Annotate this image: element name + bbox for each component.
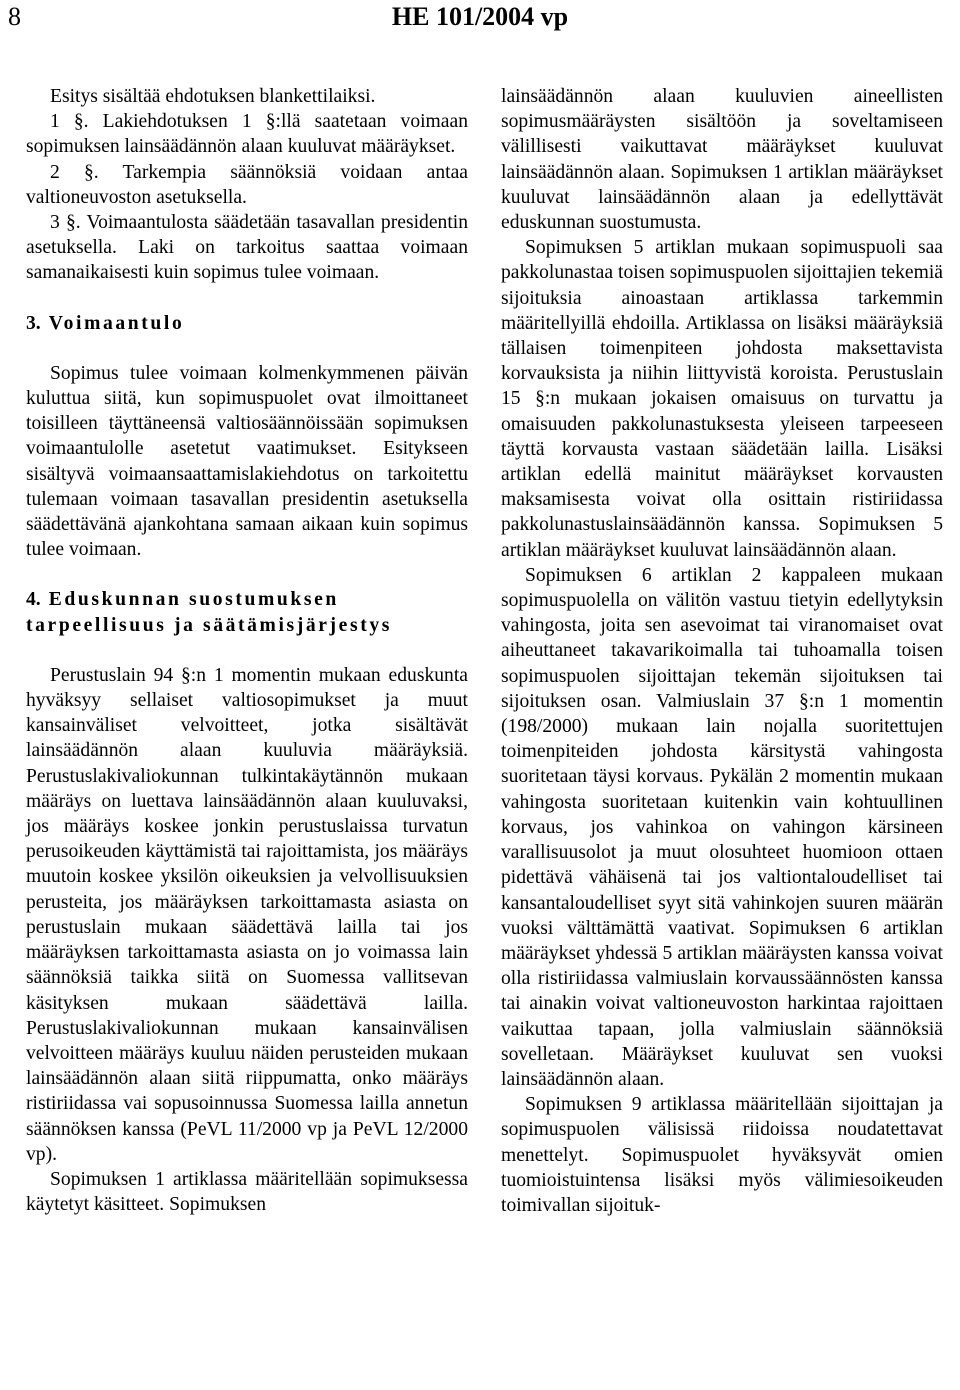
paragraph: Perustuslain 94 §:n 1 momentin mukaan eduskunta hyväksyy sellaiset valtiosopimukset ja muut kansainväliset velvoitteet, jotka sisältävät lainsäädännön alaan kuuluvia määräyksiä. Perustuslakivaliokunnan tulkintakäytännön mukaan määräys on luettava lainsäädännön alaan kuuluvaksi, jos määräys koskee jonkin perustuslaissa turvatun perusoikeuden käyttämistä tai rajoittamista, jos määräys muutoin koskee yksilön oikeuksien ja velvollisuuksien perusteita, jos määräyksen tarkoittamasta asiasta on perustuslain mukaan säädettävä lailla tai jos määräyksen tarkoittamasta asiasta on jo voimassa lain säännöksiä taikka siitä on Suomessa vallitsevan käsityksen mukaan säädettävä lailla. Perustuslakivaliokunnan mukaan kansainvälisen velvoitteen määräys kuuluu näiden perusteiden mukaan lainsäädännön alaan siitä riippumatta, onko määräys ristiriidassa vai sopusoinnussa Suomessa lailla annetun säännöksen kanssa (PeVL 11/2000 vp ja PeVL 12/2000 vp). [26, 664, 468, 1165]
paragraph-continued: lainsäädännön alaan kuuluvien aineellisten sopimusmääräysten sisältöön ja soveltamiseen välillisesti vaikuttavat määräykset kuuluvat lainsäädännön alaan. Sopimuksen 1 artiklan määräykset kuuluvat lainsäädännön alaan ja edellyttävät eduskunnan suostumusta. [501, 86, 943, 234]
paragraph: Sopimuksen 6 artiklan 2 kappaleen mukaan sopimuspuolella on välitön vastuu tietyin edellytyksin vahingosta, joita sen asevoimat tai viranomaiset ovat aiheuttaneet takavarikoimalla tai tuhoamalla toisen sopimuspuolen sijoittajan tekemän sijoituksen tai sijoituksen osan. Valmiuslain 37 §:n 1 momentin (198/2000) mukaan lain nojalla suoritettujen toimenpiteiden johdosta kärsitystä vahingosta suoritetaan täysi korvaus. Pykälän 2 momentin mukaan vahingosta suoritetaan kuitenkin vain kohtuullinen korvaus, jos vahinkoa on vahingon kärsineen varallisuusolot ja muut olosuhteet huomioon ottaen pidettävä vähäisenä tai jos valtiontaloudelliset tai kansantaloudelliset syyt sitä vahinkojen suuren määrän vuoksi välttämättä vaativat. Sopimuksen 6 artiklan määräykset yhdessä 5 artiklan määräysten kanssa voivat olla ristiriidassa valmiuslain korvaussäännösten kanssa tai ainakin voivat valtioneuvoston harkintaa rajoittaen vaikuttaa tapaan, jolla valmiuslain säännöksiä sovelletaan. Määräykset kuuluvat sen vuoksi lainsäädännön alaan. [501, 564, 943, 1090]
paragraph: 1 §. Lakiehdotuksen 1 §:llä saatetaan voimaan sopimuksen lainsäädännön alaan kuuluvat määräykset. [26, 111, 468, 158]
section-title: Voimaantulo [48, 312, 185, 334]
section-title: Eduskunnan suostumuksen tarpeellisuus ja säätämisjärjestys [26, 589, 392, 636]
paragraph: Esitys sisältää ehdotuksen blankettilaiksi. [50, 86, 376, 107]
paragraph: Sopimuksen 5 artiklan mukaan sopimuspuoli saa pakkolunastaa toisen sopimuspuolen sijoittajien tekemiä sijoituksia ainoastaan artiklassa tarkemmin määritellyillä ehdoilla. Artiklassa on lisäksi määräyksiä tällaisen toimenpiteen johdosta maksettavista korvauksista ja niihin liittyvistä koroista. Perustuslain 15 §:n mukaan jokaisen omaisuus on turvattu ja omaisuuden pakkolunastuksesta yleiseen tarpeeseen täyttä korvausta vastaan säädetään lailla. Lisäksi artiklan edellä mainitut määräykset korvausten maksamisesta voivat olla osittain ristiriidassa pakkolunastuslainsäädännön kanssa. Sopimuksen 5 artiklan määräykset kuuluvat lainsäädännön alaan. [501, 237, 943, 561]
spacer [26, 286, 468, 311]
spacer [26, 562, 468, 587]
section-number: 4. [26, 589, 41, 611]
document-identifier: HE 101/2004 vp [391, 2, 569, 31]
section-heading-voimaantulo [26, 311, 468, 336]
right-column [501, 84, 943, 1218]
spacer [26, 638, 468, 663]
section-number: 3. [26, 312, 41, 334]
paragraph: Sopimuksen 1 artiklassa määritellään sopimuksessa käytetyt käsitteet. Sopimuksen [26, 1168, 468, 1216]
spacer [26, 336, 468, 361]
page-number: 8 [8, 2, 21, 31]
paragraph: 2 §. Tarkempia säännöksiä voidaan antaa valtioneuvoston asetuksella. [26, 161, 468, 208]
paragraph: 3 §. Voimaantulosta säädetään tasavallan presidentin asetuksella. Laki on tarkoitus saattaa voimaan samanaikaisesti kuin sopimus tulee voimaan. [26, 212, 468, 284]
paragraph: Sopimus tulee voimaan kolmenkymmenen päivän kuluttua siitä, kun sopimuspuolet ovat ilmoittaneet toisilleen täyttäneensä valtiosäännöissään sopimuksen voimaantulolle asetetut vaatimukset. Esitykseen sisältyvä voimaansaattamislakiehdotus on tarkoitettu tulemaan voimaan tasavallan presidentin asetuksella säädettävänä ajankohtana samaan aikaan kuin sopimus tulee voimaan. [26, 362, 468, 561]
paragraph: Sopimuksen 9 artiklassa määritellään sijoittajan ja sopimuspuolen välisissä riidoissa noudatettavat menettelyt. Sopimuspuolet hyväksyvät omien tuomioistuintensa lisäksi myös välimiesoikeuden toimivallan sijoituk- [501, 1094, 943, 1216]
section-heading-eduskunnan-suostumus [26, 587, 468, 637]
left-column [26, 84, 468, 1217]
